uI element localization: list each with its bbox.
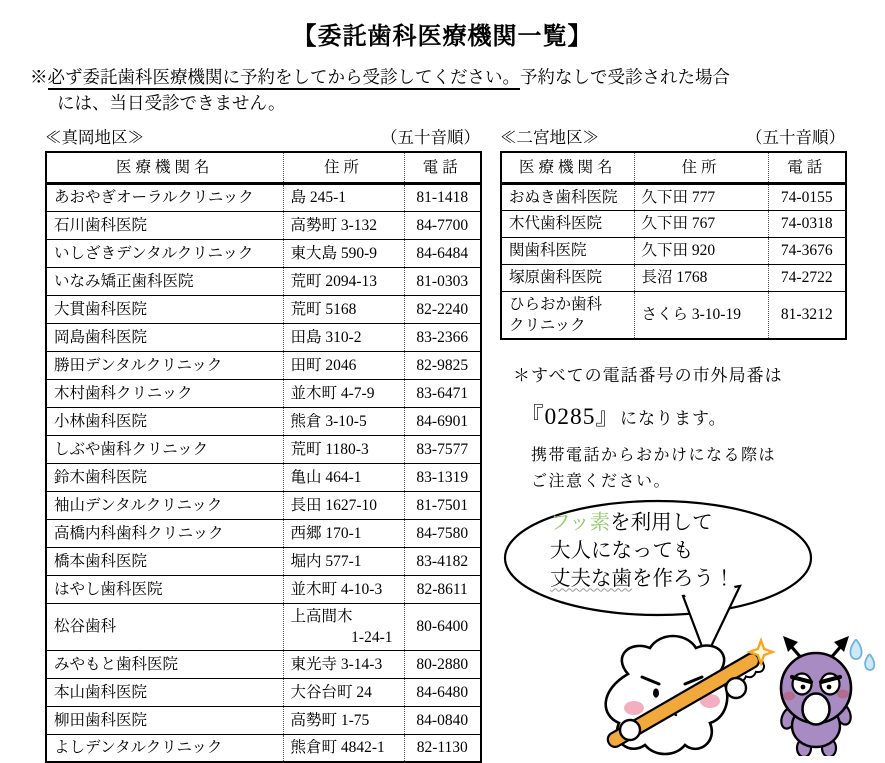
cell-address: 長沼 1768 bbox=[634, 264, 768, 291]
cell-phone: 74-0318 bbox=[768, 210, 846, 237]
cell-address: 高勢町 1-75 bbox=[283, 706, 404, 734]
notice-underlined-text: 必ず委託歯科医療機関に予約をしてから受診してください。 bbox=[48, 67, 521, 90]
cell-phone: 84-0840 bbox=[404, 706, 481, 734]
cell-address: 上高間木 1-24-1 bbox=[283, 603, 404, 650]
cell-clinic-name: しぶや歯科クリニック bbox=[46, 435, 283, 463]
table-row bbox=[46, 295, 481, 323]
germ-mascot-illustration bbox=[778, 636, 874, 756]
table-row bbox=[46, 267, 481, 295]
cell-clinic-name: いなみ矯正歯科医院 bbox=[46, 267, 283, 295]
ninomiya-header-row bbox=[501, 152, 846, 184]
cell-clinic-name: 高橋内科歯科クリニック bbox=[46, 519, 283, 547]
table-row bbox=[46, 706, 481, 734]
cell-phone: 74-2722 bbox=[768, 264, 846, 291]
cell-clinic-name: 木代歯科医院 bbox=[501, 210, 634, 237]
cell-clinic-name: 袖山デンタルクリニック bbox=[46, 491, 283, 519]
cell-phone: 83-4182 bbox=[404, 547, 481, 575]
column-header-phone: 電話 bbox=[768, 152, 846, 184]
cell-phone: 81-7501 bbox=[404, 491, 481, 519]
bubble-line1: フッ素を利用して bbox=[550, 510, 713, 534]
ninomiya-section-head bbox=[500, 124, 845, 148]
notice-line2: には、当日受診できません。 bbox=[57, 93, 286, 114]
cell-clinic-name: はやし歯科医院 bbox=[46, 575, 283, 603]
cell-clinic-name: 木村歯科クリニック bbox=[46, 379, 283, 407]
cell-phone: 80-2880 bbox=[404, 650, 481, 678]
table-row bbox=[46, 463, 481, 491]
mobile-phone-note-line2: ご注意ください。 bbox=[531, 472, 672, 490]
cell-address: 熊倉町 4842-1 bbox=[283, 734, 404, 762]
table-row bbox=[46, 547, 481, 575]
page-title: 【委託歯科医療機関一覧】 bbox=[292, 24, 593, 50]
bubble-line2: 大人になっても bbox=[550, 538, 694, 562]
cell-phone: 81-1418 bbox=[404, 183, 481, 211]
tooth-cheek-left bbox=[624, 701, 644, 715]
cell-address: 西郷 170-1 bbox=[283, 519, 404, 547]
bubble-line3: 丈夫な歯を作ろう！ bbox=[550, 566, 735, 590]
table-row bbox=[501, 291, 846, 339]
cell-phone: 82-1130 bbox=[404, 734, 481, 762]
cell-phone: 83-7577 bbox=[404, 435, 481, 463]
area-code-note-line2 bbox=[513, 397, 845, 431]
cell-address: 長田 1627-10 bbox=[283, 491, 404, 519]
cell-address: 亀山 464-1 bbox=[283, 463, 404, 491]
cell-clinic-name: みやもと歯科医院 bbox=[46, 650, 283, 678]
cell-phone: 81-3212 bbox=[768, 291, 846, 339]
table-row bbox=[46, 435, 481, 463]
ninomiya-clinic-table bbox=[500, 151, 847, 340]
cell-address: 東大島 590-9 bbox=[283, 239, 404, 267]
cell-clinic-name: あおやぎオーラルクリニック bbox=[46, 183, 283, 211]
cell-address: 島 245-1 bbox=[283, 183, 404, 211]
cell-clinic-name: 橋本歯科医院 bbox=[46, 547, 283, 575]
cell-address: 東光寺 3-14-3 bbox=[283, 650, 404, 678]
cell-clinic-name: 松谷歯科 bbox=[46, 603, 283, 650]
cell-clinic-name: 柳田歯科医院 bbox=[46, 706, 283, 734]
district-label-ninomiya: ≪二宮地区≫ bbox=[500, 127, 599, 147]
cell-phone: 83-6471 bbox=[404, 379, 481, 407]
content-columns bbox=[0, 124, 885, 763]
cell-address: 大谷台町 24 bbox=[283, 678, 404, 706]
table-row bbox=[46, 323, 481, 351]
reservation-notice bbox=[30, 64, 857, 117]
cell-phone: 74-0155 bbox=[768, 183, 846, 210]
table-row bbox=[46, 603, 481, 650]
notice-rest: 予約なしで受診された場合 bbox=[520, 67, 730, 87]
cell-address: 久下田 777 bbox=[634, 183, 768, 210]
cell-phone: 74-3676 bbox=[768, 237, 846, 264]
cell-phone: 82-8611 bbox=[404, 575, 481, 603]
cell-clinic-name: 大貫歯科医院 bbox=[46, 295, 283, 323]
column-header-phone: 電話 bbox=[404, 152, 481, 184]
cell-address: 高勢町 3-132 bbox=[283, 211, 404, 239]
table-row bbox=[46, 407, 481, 435]
table-row bbox=[46, 379, 481, 407]
table-row bbox=[46, 351, 481, 379]
table-row bbox=[501, 210, 846, 237]
sort-order-label-moka: （五十音順） bbox=[381, 127, 480, 147]
cell-phone: 84-7700 bbox=[404, 211, 481, 239]
column-header-address: 住所 bbox=[283, 152, 404, 184]
table-row bbox=[46, 650, 481, 678]
cell-clinic-name: ひらおか歯科 クリニック bbox=[501, 291, 634, 339]
column-header-address: 住所 bbox=[634, 152, 768, 184]
tooth-hand-left bbox=[620, 720, 640, 740]
cell-address: さくら 3-10-19 bbox=[634, 291, 768, 339]
cell-clinic-name: よしデンタルクリニック bbox=[46, 734, 283, 762]
sort-order-label-ninomiya: （五十音順） bbox=[746, 127, 845, 147]
fluoride-highlight: フッ素 bbox=[550, 510, 611, 534]
cell-address: 田島 310-2 bbox=[283, 323, 404, 351]
speech-bubble-text bbox=[550, 509, 800, 593]
germ-mouth bbox=[803, 693, 830, 724]
cell-clinic-name: 小林歯科医院 bbox=[46, 407, 283, 435]
tooth-eye-left bbox=[653, 688, 659, 697]
cell-phone: 84-6480 bbox=[404, 678, 481, 706]
cell-address: 久下田 767 bbox=[634, 210, 768, 237]
cell-address: 荒町 2094-13 bbox=[283, 267, 404, 295]
cell-phone: 83-2366 bbox=[404, 323, 481, 351]
table-row bbox=[46, 211, 481, 239]
cell-address: 荒町 1180-3 bbox=[283, 435, 404, 463]
ninomiya-section bbox=[500, 124, 845, 763]
area-code-suffix: になります。 bbox=[620, 408, 727, 428]
cell-clinic-name: 塚原歯科医院 bbox=[501, 264, 634, 291]
cell-address: 並木町 4-10-3 bbox=[283, 575, 404, 603]
germ-cheek-right bbox=[837, 689, 849, 698]
cell-phone: 84-7580 bbox=[404, 519, 481, 547]
district-label-moka: ≪真岡地区≫ bbox=[45, 127, 144, 147]
cell-clinic-name: 石川歯科医院 bbox=[46, 211, 283, 239]
area-code-note-line1: ＊すべての電話番号の市外局番は bbox=[513, 365, 783, 385]
cell-address: 田町 2046 bbox=[283, 351, 404, 379]
mobile-phone-note-line1: 携帯電話からおかけになる際は bbox=[531, 446, 777, 464]
column-header-name: 医療機関名 bbox=[46, 152, 283, 184]
table-row bbox=[501, 183, 846, 210]
moka-section-head bbox=[45, 124, 480, 148]
cell-phone: 80-6400 bbox=[404, 603, 481, 650]
table-row bbox=[46, 491, 481, 519]
fluoride-promo-illustration bbox=[498, 494, 885, 756]
cell-clinic-name: おぬき歯科医院 bbox=[501, 183, 634, 210]
sweat-drops-icon bbox=[850, 639, 874, 669]
cell-phone: 84-6484 bbox=[404, 239, 481, 267]
cell-phone: 82-2240 bbox=[404, 295, 481, 323]
cell-clinic-name: 本山歯科医院 bbox=[46, 678, 283, 706]
notice-prefix: ※ bbox=[30, 67, 48, 87]
cell-clinic-name: 勝田デンタルクリニック bbox=[46, 351, 283, 379]
area-code-value: 『0285』 bbox=[520, 403, 620, 430]
cell-phone: 83-1319 bbox=[404, 463, 481, 491]
table-row bbox=[46, 519, 481, 547]
column-header-name: 医療機関名 bbox=[501, 152, 634, 184]
cell-address: 熊倉 3-10-5 bbox=[283, 407, 404, 435]
cell-clinic-name: 鈴木歯科医院 bbox=[46, 463, 283, 491]
cell-address: 並木町 4-7-9 bbox=[283, 379, 404, 407]
cell-phone: 81-0303 bbox=[404, 267, 481, 295]
moka-clinic-table bbox=[45, 151, 482, 763]
strong-teeth-underlined: 丈夫な歯 bbox=[550, 566, 632, 590]
cell-address: 荒町 5168 bbox=[283, 295, 404, 323]
mobile-phone-note bbox=[513, 443, 845, 496]
area-code-note bbox=[500, 361, 845, 496]
cell-clinic-name: 関歯科医院 bbox=[501, 237, 634, 264]
table-row bbox=[46, 734, 481, 762]
table-row bbox=[501, 237, 846, 264]
cell-address: 久下田 920 bbox=[634, 237, 768, 264]
germ-cheek-left bbox=[783, 691, 795, 700]
notice-line1 bbox=[30, 64, 857, 90]
moka-header-row bbox=[46, 152, 481, 184]
cell-phone: 84-6901 bbox=[404, 407, 481, 435]
cell-address: 堀内 577-1 bbox=[283, 547, 404, 575]
table-row bbox=[501, 264, 846, 291]
table-row bbox=[46, 678, 481, 706]
cell-clinic-name: 岡島歯科医院 bbox=[46, 323, 283, 351]
table-row bbox=[46, 239, 481, 267]
cell-clinic-name: いしざきデンタルクリニック bbox=[46, 239, 283, 267]
moka-section bbox=[45, 124, 480, 763]
table-row bbox=[46, 575, 481, 603]
cell-phone: 82-9825 bbox=[404, 351, 481, 379]
tooth-hand-right bbox=[726, 678, 746, 698]
table-row bbox=[46, 183, 481, 211]
